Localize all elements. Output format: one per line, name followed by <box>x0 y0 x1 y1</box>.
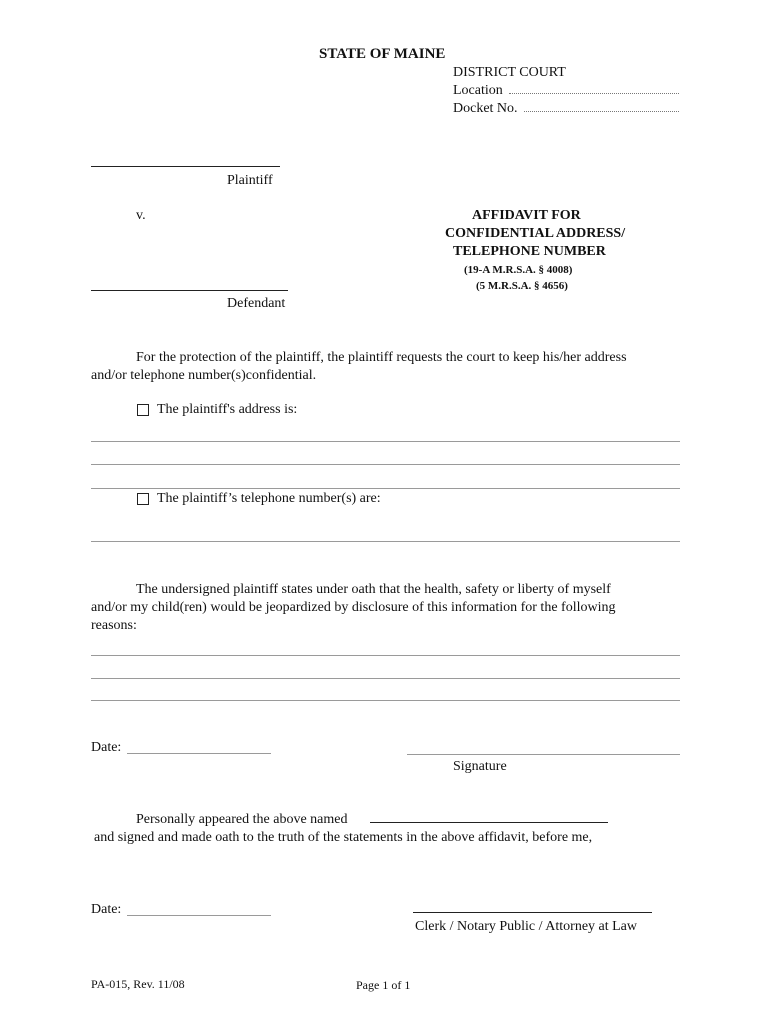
court-name: DISTRICT COURT <box>453 65 566 80</box>
appeared-name-line[interactable] <box>370 822 608 823</box>
phone-option-label: The plaintiff’s telephone number(s) are: <box>157 491 381 506</box>
title-line-3: TELEPHONE NUMBER <box>453 244 606 259</box>
plaintiff-label: Plaintiff <box>227 173 273 188</box>
form-id: PA-015, Rev. 11/08 <box>91 977 185 991</box>
statute-citation-1: (19-A M.R.S.A. § 4008) <box>464 264 573 276</box>
plaintiff-name-line[interactable] <box>91 166 280 167</box>
address-line-3[interactable] <box>91 488 680 489</box>
reason-line-3[interactable] <box>91 700 680 701</box>
intro-paragraph <box>91 349 627 385</box>
oath-line-1: The undersigned plaintiff states under oath that the health, safety or liberty of myself <box>136 582 611 597</box>
intro-line-1: For the protection of the plaintiff, the plaintiff requests the court to keep his/her address <box>136 350 627 365</box>
docket-field[interactable] <box>524 110 679 112</box>
intro-line-2: and/or telephone number(s)confidential. <box>91 368 317 383</box>
location-label: Location <box>453 83 503 98</box>
address-checkbox[interactable] <box>137 404 149 416</box>
reason-line-1[interactable] <box>91 655 680 656</box>
oath-line-3: reasons: <box>91 618 137 633</box>
defendant-name-line[interactable] <box>91 290 288 291</box>
date-line[interactable] <box>127 753 271 754</box>
signature-line[interactable] <box>407 754 680 755</box>
phone-line[interactable] <box>91 541 680 542</box>
docket-label: Docket No. <box>453 101 518 116</box>
address-option-label: The plaintiff's address is: <box>157 402 298 417</box>
versus-label: v. <box>136 208 146 223</box>
oath-paragraph <box>91 581 615 635</box>
official-label: Clerk / Notary Public / Attorney at Law <box>415 919 638 934</box>
page-number: Page 1 of 1 <box>356 978 411 992</box>
signed-text: and signed and made oath to the truth of the statements in the above affidavit, before me, <box>94 830 593 845</box>
reason-line-2[interactable] <box>91 678 680 679</box>
address-line-2[interactable] <box>91 464 680 465</box>
defendant-label: Defendant <box>227 296 286 311</box>
state-heading: STATE OF MAINE <box>319 46 446 62</box>
phone-checkbox[interactable] <box>137 493 149 505</box>
title-line-2: CONFIDENTIAL ADDRESS/ <box>445 226 626 241</box>
official-signature-line[interactable] <box>413 912 652 913</box>
notary-date-label: Date: <box>91 902 122 917</box>
address-line-1[interactable] <box>91 441 680 442</box>
location-field[interactable] <box>509 92 679 94</box>
statute-citation-2: (5 M.R.S.A. § 4656) <box>476 280 568 292</box>
title-line-1: AFFIDAVIT FOR <box>472 208 581 223</box>
notary-date-line[interactable] <box>127 915 271 916</box>
signature-label: Signature <box>453 759 507 774</box>
location-row <box>453 83 679 99</box>
appeared-text: Personally appeared the above named <box>136 812 348 827</box>
docket-row <box>453 101 679 117</box>
oath-line-2: and/or my child(ren) would be jeopardized by disclosure of this information for the following <box>91 600 616 615</box>
date-label: Date: <box>91 740 122 755</box>
